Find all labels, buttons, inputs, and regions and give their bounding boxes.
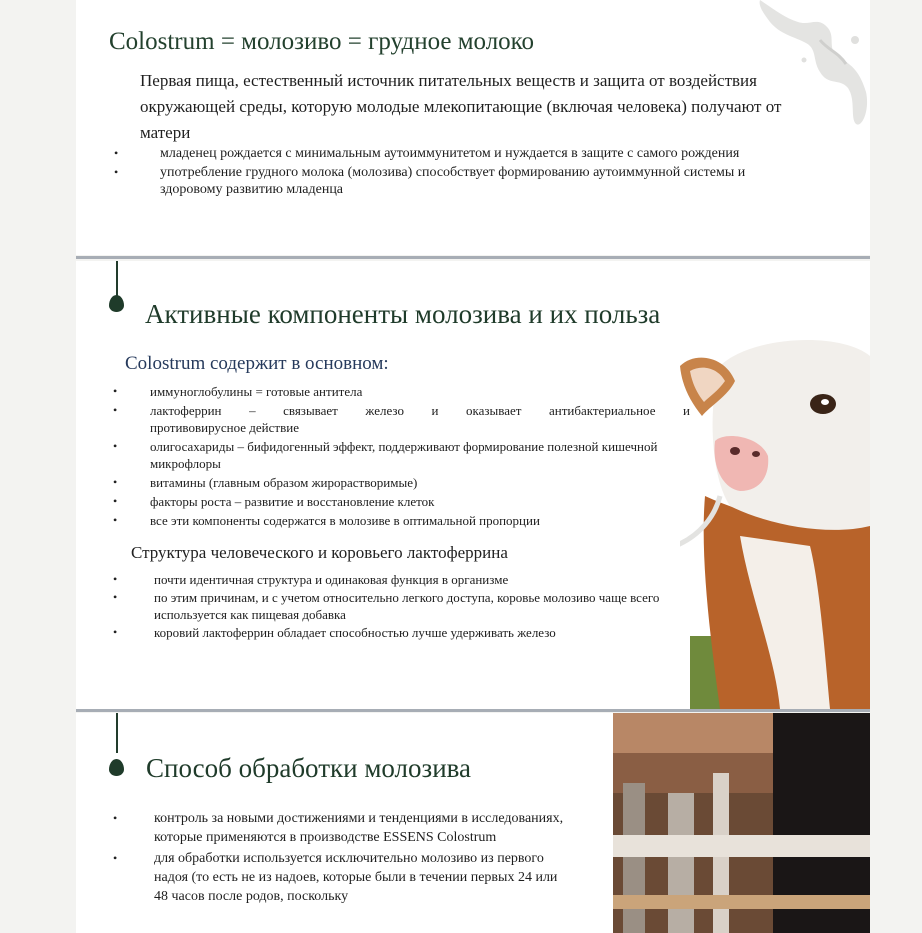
- bullet-list: [114, 145, 760, 200]
- bullet-icon: •: [113, 590, 118, 604]
- word: оказывает: [466, 403, 522, 418]
- word: и: [431, 403, 439, 418]
- list-item-text: олигосахариды – бифидогенный эффект, поддерживают формирование полезной кишечной микрофлоры: [150, 439, 658, 471]
- list-item-text: младенец рождается с минимальным аутоиммунитетом и нуждается в защите с самого рождения: [160, 146, 740, 161]
- list-item: [113, 589, 699, 623]
- list-item: [113, 438, 690, 472]
- list-item-text: для обработки используется исключительно молозиво из первого надоя (то есть не из надоев, которые были в течении первых 24 или 48 часов после родов, поскольку: [154, 851, 558, 904]
- slide-processing-method: [76, 713, 870, 933]
- bullet-icon: •: [113, 572, 118, 586]
- list-item: [113, 474, 690, 491]
- list-item: [113, 571, 699, 588]
- list-item: [114, 145, 760, 162]
- list-item-text: противовирусное действие: [150, 420, 299, 435]
- list-item-text: употребление грудного молока (молозива) способствует формированию аутоиммунной системы и здоровому развитию младенца: [160, 165, 746, 197]
- word: и: [683, 403, 690, 418]
- drop-line: [116, 713, 118, 753]
- word: связывает: [283, 403, 338, 418]
- drop-icon: [109, 295, 124, 312]
- bullet-icon: •: [113, 851, 118, 865]
- slide-title: Colostrum = молозиво = грудное молоко: [109, 28, 535, 55]
- bullet-icon: •: [113, 513, 118, 527]
- bullet-list: [113, 383, 690, 531]
- slide-separator: [76, 256, 870, 259]
- list-item-text: все эти компоненты содержатся в молозиве в оптимальной пропорции: [150, 513, 540, 528]
- bullet-icon: •: [114, 146, 119, 160]
- list-item: [113, 512, 690, 529]
- slide-separator: [76, 709, 870, 712]
- slide-active-components: [76, 261, 870, 709]
- list-item: [113, 493, 690, 510]
- list-item: [113, 383, 690, 400]
- section-subtitle: Colostrum содержит в основном:: [125, 353, 389, 374]
- word: лактоферрин: [150, 403, 222, 418]
- slide-colostrum-definition: [76, 0, 870, 255]
- list-item: [113, 809, 564, 847]
- section-subtitle: Структура человеческого и коровьего лактоферрина: [131, 543, 508, 562]
- bullet-icon: •: [113, 439, 118, 453]
- word: –: [249, 403, 256, 418]
- bullet-icon: •: [113, 475, 118, 489]
- list-item-text: почти идентичная структура и одинаковая функция в организме: [154, 572, 509, 587]
- word: антибактериальное: [548, 403, 656, 418]
- list-item-text: факторы роста – развитие и восстановление клеток: [150, 494, 435, 509]
- list-item-text: контроль за новыми достижениями и тенденциями в исследованиях, которые применяются в производстве ESSENS Colostrum: [154, 811, 564, 845]
- drop-icon: [109, 759, 124, 776]
- bullet-icon: •: [113, 494, 118, 508]
- justified-line: [150, 402, 690, 419]
- list-item: [113, 849, 564, 906]
- slide-title: Способ обработки молозива: [146, 753, 472, 783]
- word: железо: [365, 403, 404, 418]
- list-item: [113, 624, 699, 641]
- bullet-icon: •: [113, 384, 118, 398]
- bullet-icon: •: [113, 811, 118, 825]
- bullet-list: [113, 571, 699, 642]
- list-item-text: иммуноглобулины = готовые антитела: [150, 384, 363, 399]
- bullet-list: [113, 809, 564, 908]
- bullet-icon: •: [113, 625, 118, 639]
- list-item: [114, 164, 760, 198]
- list-item-text: витамины (главным образом жирорастворимые): [150, 475, 418, 490]
- calf-photo: [680, 336, 870, 709]
- list-item-text: коровий лактоферрин обладает способностью лучше удерживать железо: [154, 625, 556, 640]
- milking-stall-photo: [613, 713, 870, 933]
- list-item: [113, 402, 690, 436]
- drop-line: [116, 261, 118, 297]
- intro-paragraph: Первая пища, естественный источник питательных веществ и защита от воздействия окружающей среды, которую молодые млекопитающие (включая человека) получают от матери: [140, 71, 782, 142]
- list-item-text: по этим причинам, и с учетом относительно легкого доступа, коровье молозиво чаще всего используется как пищевая добавка: [154, 590, 660, 622]
- slide-title: Активные компоненты молозива и их польза: [145, 299, 661, 329]
- bullet-icon: •: [113, 403, 118, 417]
- bullet-icon: •: [114, 165, 119, 179]
